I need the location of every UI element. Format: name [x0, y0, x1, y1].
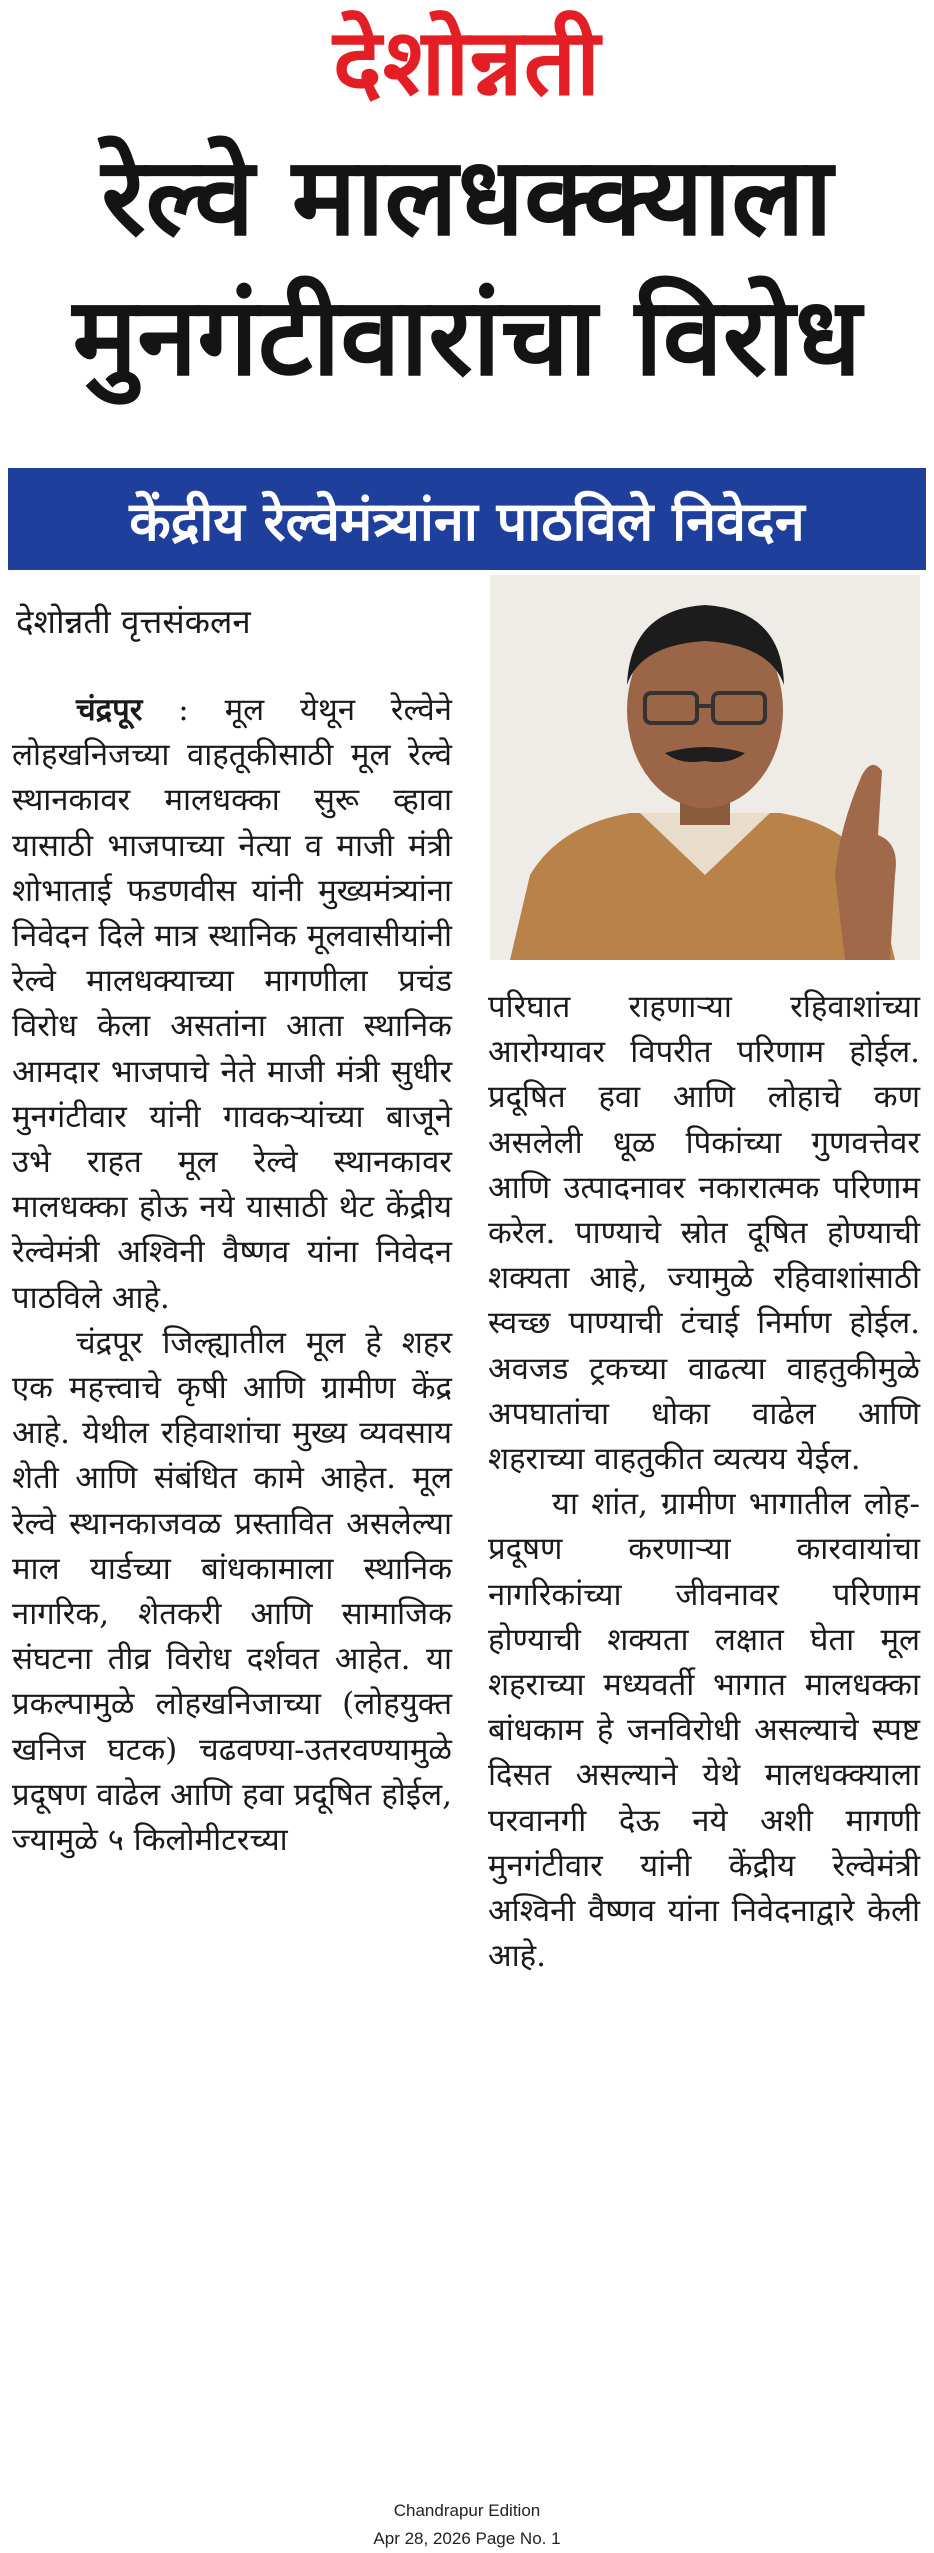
article-paragraph-1 — [12, 688, 452, 1321]
dateline: चंद्रपूर — [76, 692, 143, 728]
article-paragraph-3: या शांत, ग्रामीण भागातील लोह-प्रदूषण करणाऱ्या कारवायांचा नागरिकांच्या जीवनावर परिणाम होण्याची शक्यता लक्षात घेता मूल शहराच्या मध्यवर्ती भागात मालधक्का बांधकाम हे जनविरोधी असल्याचे स्पष्ट दिसत असल्याने येथे मालधक्क्याला परवानगी देऊ नये अशी मागणी मुनगंटीवार यांनी केंद्रीय रेल्वेमंत्री अश्विनी वैष्णव यांना निवेदनाद्वारे केली आहे. — [488, 1486, 920, 1975]
date-page-label: Apr 28, 2026 Page No. 1 — [373, 2529, 561, 2548]
byline: देशोन्नती वृत्तसंकलन — [16, 602, 251, 641]
article-column-left — [12, 688, 452, 1863]
masthead — [0, 8, 934, 118]
newspaper-logo: देशोन्नती — [333, 9, 601, 116]
subheadline: केंद्रीय रेल्वेमंत्र्यांना पाठविले निवेदन — [129, 490, 805, 553]
article-paragraph-2: चंद्रपूर जिल्ह्यातील मूल हे शहर एक महत्त्वाचे कृषी आणि ग्रामीण केंद्र आहे. येथील रहिवाशांचा मुख्य व्यवसाय शेती आणि संबंधित कामे आहेत. मूल रेल्वे स्थानकाजवळ प्रस्तावित असलेल्या माल यार्डच्या बांधकामाला स्थानिक नागरिक, शेतकरी आणि सामाजिक संघटना तीव्र विरोध दर्शवत आहेत. या प्रकल्पामुळे लोहखनिजाच्या (लोहयुक्त खनिज घटक) चढवण्या-उतरवण्यामुळे प्रदूषण वाढेल आणि हवा प्रदूषित होईल, ज्यामुळे ५ किलोमीटरच्या — [12, 1324, 452, 1859]
edition-label: Chandrapur Edition — [393, 2501, 541, 2520]
article-paragraph-2-continued: परिघात राहणाऱ्या रहिवाशांच्या आरोग्यावर विपरीत परिणाम होईल. प्रदूषित हवा आणि लोहाचे कण असलेली धूळ पिकांच्या गुणवत्तेवर आणि उत्पादनावर नकारात्मक परिणाम करेल. पाण्याचे स्रोत दूषित होण्याची शक्यता आहे, ज्यामुळे रहिवाशांसाठी स्वच्छ पाण्याची टंचाई निर्माण होईल. अवजड ट्रकच्या वाढत्या वाहतुकीमुळे अपघातांचा धोका वाढेल आणि शहराच्या वाहतुकीत व्यत्यय येईल. — [488, 989, 920, 1478]
headline-line-1: रेल्वे मालधक्क्याला — [101, 135, 833, 260]
paragraph-1-body: : मूल येथून रेल्वेने लोहखनिजच्या वाहतूकीसाठी मूल रेल्वे स्थानकावर मालधक्का सुरू व्हावा यासाठी भाजपाच्या नेत्या व माजी मंत्री शोभाताई फडणवीस यांनी मुख्यमंत्र्यांना निवेदन दिले मात्र स्थानिक मूलवासीयांनी रेल्वे मालधक्याच्या मागणीला प्रचंड विरोध केला असतांना आता स्थानिक आमदार भाजपाचे नेते माजी मंत्री सुधीर मुनगंटीवार यांनी गावकऱ्यांच्या बाजूने उभे राहत मूल रेल्वे स्थानकावर मालधक्का होऊ नये यासाठी थेट केंद्रीय रेल्वेमंत्री अश्विनी वैष्णव यांना निवेदन पाठविले आहे. — [12, 692, 452, 1316]
subheadline-banner — [8, 468, 926, 570]
headline-line-2: मुनगंटीवारांचा विरोध — [72, 275, 862, 400]
portrait-photo-icon — [490, 575, 920, 960]
article-column-right — [488, 985, 920, 1979]
portrait-photo — [490, 575, 920, 960]
